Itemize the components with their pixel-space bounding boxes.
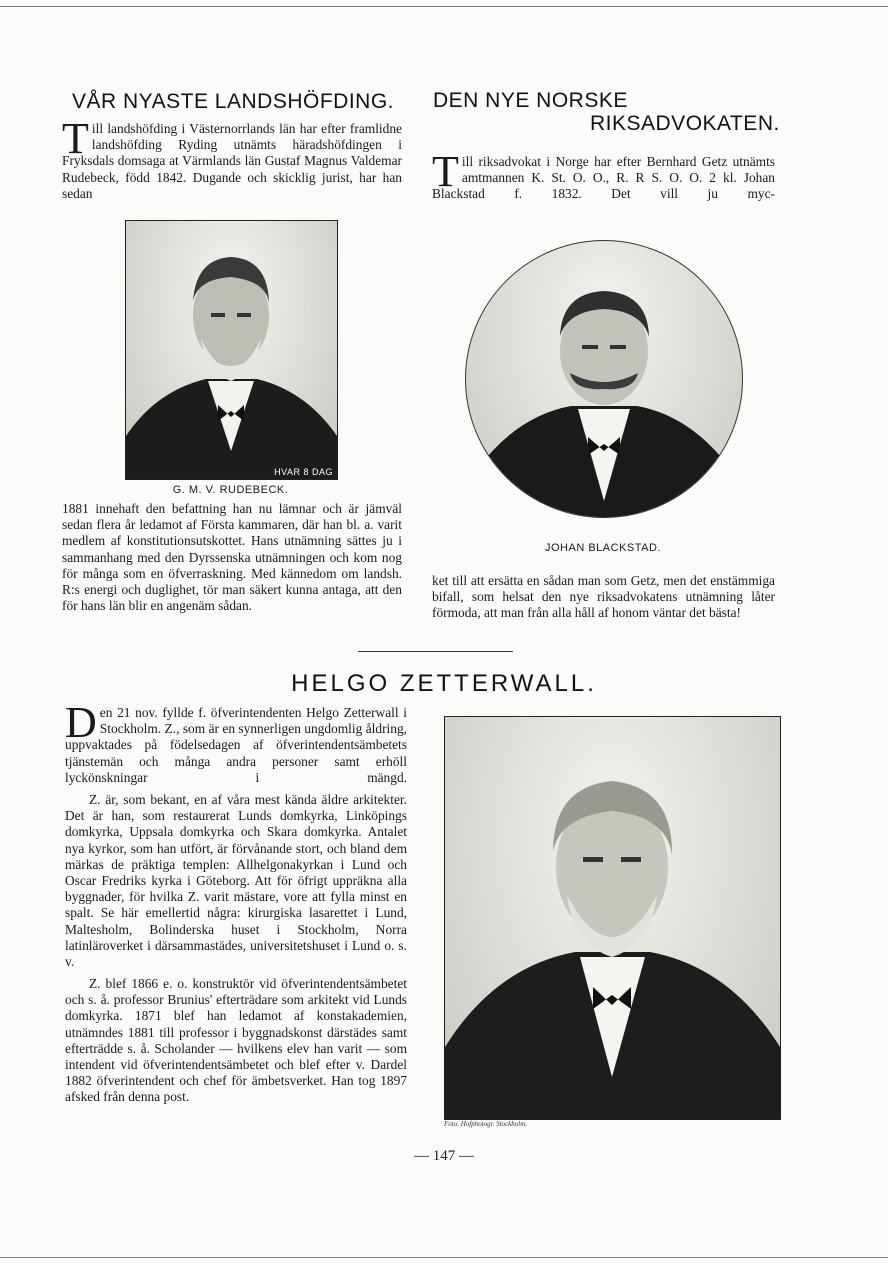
article2-dropcap: T [432, 147, 459, 196]
article3-dropcap: D [65, 698, 97, 747]
rudebeck-portrait [125, 220, 338, 480]
article3-intro-text: en 21 nov. fyllde f. öfverintendenten Helgo Zetterwall i Stockholm. Z., som är en synnerligen ungdomlig åldring, uppvaktades på födelsedagen af öfverintendentsämbetets tjänstemän och många andra personer samt erhöll lyckönskningar i mängd. [65, 705, 407, 785]
article1-dropcap: T [62, 114, 89, 163]
article2-heading-line1: DEN NYE NORSKE [433, 89, 628, 112]
blackstad-portrait-figure [466, 241, 742, 517]
article2-continuation: ket till att ersätta en sådan man som Getz, men det enstämmiga bifall, som helsat den nye riksadvokatens utnämning låter förmoda, att man från alla håll af honom väntar det bästa! [432, 573, 775, 621]
article2-intro [432, 147, 775, 203]
rudebeck-caption: G. M. V. RUDEBECK. [172, 484, 289, 496]
article1-continuation: 1881 innehaft den befattning han nu lämnar och är jämväl sedan flera år ledamot af Första kammaren, där han bl. a. varit medlem af konstitutionsutskottet. Hans utnämning sättes ju i sammanhang med den Dyrssenska utnämningen och kom nog för många som en öfverraskning. Med kännedom om landsh. R:s energi och duglighet, tör man säkert kunna antaga, att den för hans län blir en angenäm sådan. [62, 501, 402, 614]
rudebeck-photo-credit: HVAR 8 DAG [274, 467, 333, 477]
zetterwall-portrait-figure [445, 717, 780, 1119]
article1-intro-text: ill landshöfding i Västernorrlands län har efter framlidne landshöfding Ryding utnämts häradshöfdingen i Fryksdals domsaga at Värmlands län Gustaf Magnus Valdemar Rudebeck, född 1842. Dugande och skicklig jurist, har han sedan [62, 121, 402, 201]
article3-intro [65, 698, 407, 786]
rudebeck-portrait-figure [126, 221, 337, 479]
article3-paragraph2: Z. är, som bekant, en af våra mest kända äldre arkitekter. Det är han, som restaurerat Lunds domkyrka, Linköpings domkyrka, Uppsala domkyrka och Skara domkyrka. Antalet nya kyrkor, som han utfört, är förvånande stort, och bland dem märkas de präktiga templen: Allhelgonakyrkan i Lund och Oscar Fredriks kyrka i Göteborg. Att för öfrigt uppräkna alla byggnader, för hvilka Z. varit mästare, vore att fylla minst en spalt. Se här emellertid några: kirurgiska lasarettet i Lund, Maltesholm, Bolinderska huset i Stockholm, Norra latinläroverket i därsammastädes, universitetshuset i Lund o. s. v. [65, 792, 407, 970]
bottom-rule [0, 1257, 888, 1258]
blackstad-portrait [465, 240, 743, 518]
zetterwall-portrait [444, 716, 781, 1120]
article1-intro [62, 114, 402, 202]
article2-heading-line2: RIKSADVOKATEN. [590, 112, 780, 135]
zetterwall-photo-credit: Foto. Hofphotogr. Stockholm. [444, 1120, 528, 1128]
article2-intro-text: ill riksadvokat i Norge har efter Bernhard Getz utnämts amtmannen K. St. O. O., R. R S. O. O. 2 kl. Johan Blackstad f. 1832. Det vill ju myc- [432, 154, 775, 202]
section-divider [358, 651, 513, 652]
article3-paragraph3: Z. blef 1866 e. o. konstruktör vid öfverintendentsämbetet och s. å. professor Brunius' efterträdare som arkitekt vid Lunds domkyrka. 1871 blef han ledamot af konstakademien, utnämndes 1881 till professor i byggnadskonst därstädes samt efterträdde s. å. Scholander — hvilkens elev han varit — som intendent vid öfverintendentsämbetet och blef efter v. Dardel 1882 öfverintendent och chef för ämbetsverket. Han tog 1897 afsked från denna post. [65, 976, 407, 1105]
article3-heading: HELGO ZETTERWALL. [291, 670, 597, 697]
article1-heading: VÅR NYASTE LANDSHÖFDING. [72, 90, 394, 113]
top-rule [0, 6, 888, 7]
page-number: — 147 — [414, 1148, 474, 1164]
blackstad-caption: JOHAN BLACKSTAD. [545, 542, 661, 554]
